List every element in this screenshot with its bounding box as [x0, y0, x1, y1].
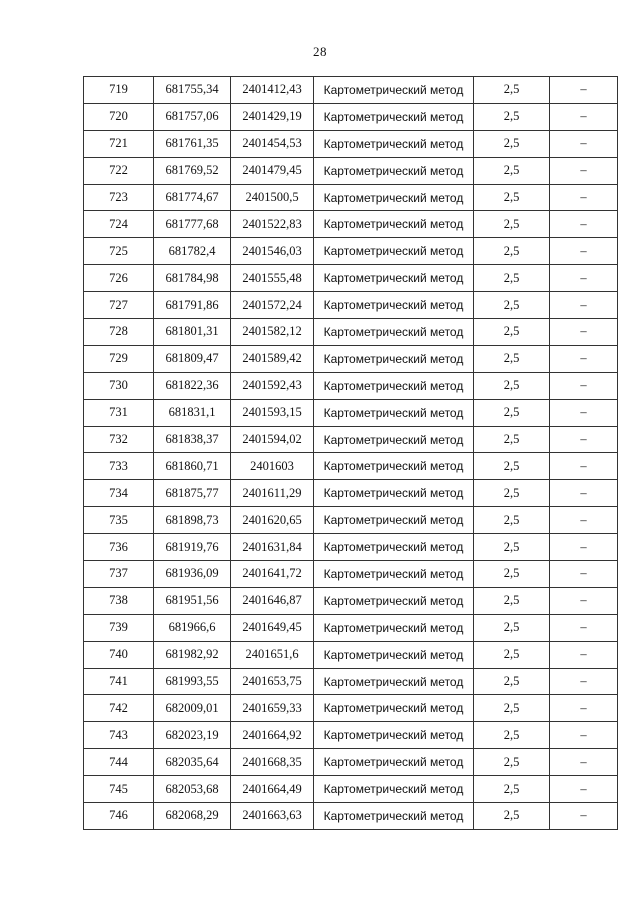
y-coordinate-cell: 2401593,15 [231, 399, 314, 426]
accuracy-cell: 2,5 [474, 399, 550, 426]
accuracy-cell: 2,5 [474, 292, 550, 319]
accuracy-cell: 2,5 [474, 614, 550, 641]
table-row [84, 453, 618, 480]
x-coordinate-cell: 681982,92 [154, 641, 231, 668]
x-coordinate-cell: 681831,1 [154, 399, 231, 426]
table-row [84, 292, 618, 319]
x-coordinate-cell: 681755,34 [154, 77, 231, 104]
x-coordinate-cell: 681801,31 [154, 319, 231, 346]
accuracy-cell: 2,5 [474, 345, 550, 372]
method-cell: Картометрический метод [314, 480, 474, 507]
point-number-cell: 732 [84, 426, 154, 453]
x-coordinate-cell: 682009,01 [154, 695, 231, 722]
table-row [84, 803, 618, 830]
table-row [84, 749, 618, 776]
y-coordinate-cell: 2401500,5 [231, 184, 314, 211]
note-cell: – [550, 426, 618, 453]
y-coordinate-cell: 2401653,75 [231, 668, 314, 695]
table-row [84, 641, 618, 668]
accuracy-cell: 2,5 [474, 480, 550, 507]
note-cell: – [550, 130, 618, 157]
point-number-cell: 724 [84, 211, 154, 238]
point-number-cell: 744 [84, 749, 154, 776]
y-coordinate-cell: 2401668,35 [231, 749, 314, 776]
point-number-cell: 720 [84, 103, 154, 130]
point-number-cell: 725 [84, 238, 154, 265]
method-cell: Картометрический метод [314, 103, 474, 130]
y-coordinate-cell: 2401594,02 [231, 426, 314, 453]
point-number-cell: 727 [84, 292, 154, 319]
method-cell: Картометрический метод [314, 372, 474, 399]
accuracy-cell: 2,5 [474, 453, 550, 480]
accuracy-cell: 2,5 [474, 776, 550, 803]
accuracy-cell: 2,5 [474, 641, 550, 668]
y-coordinate-cell: 2401589,42 [231, 345, 314, 372]
method-cell: Картометрический метод [314, 157, 474, 184]
y-coordinate-cell: 2401659,33 [231, 695, 314, 722]
y-coordinate-cell: 2401454,53 [231, 130, 314, 157]
point-number-cell: 731 [84, 399, 154, 426]
accuracy-cell: 2,5 [474, 130, 550, 157]
point-number-cell: 745 [84, 776, 154, 803]
table-row [84, 319, 618, 346]
x-coordinate-cell: 681919,76 [154, 534, 231, 561]
method-cell: Картометрический метод [314, 238, 474, 265]
note-cell: – [550, 749, 618, 776]
table-row [84, 722, 618, 749]
y-coordinate-cell: 2401603 [231, 453, 314, 480]
accuracy-cell: 2,5 [474, 561, 550, 588]
point-number-cell: 737 [84, 561, 154, 588]
accuracy-cell: 2,5 [474, 803, 550, 830]
note-cell: – [550, 507, 618, 534]
accuracy-cell: 2,5 [474, 184, 550, 211]
x-coordinate-cell: 681757,06 [154, 103, 231, 130]
accuracy-cell: 2,5 [474, 749, 550, 776]
note-cell: – [550, 238, 618, 265]
x-coordinate-cell: 681966,6 [154, 614, 231, 641]
note-cell: – [550, 372, 618, 399]
method-cell: Картометрический метод [314, 345, 474, 372]
note-cell: – [550, 534, 618, 561]
point-number-cell: 729 [84, 345, 154, 372]
note-cell: – [550, 211, 618, 238]
point-number-cell: 736 [84, 534, 154, 561]
method-cell: Картометрический метод [314, 776, 474, 803]
method-cell: Картометрический метод [314, 211, 474, 238]
point-number-cell: 740 [84, 641, 154, 668]
x-coordinate-cell: 681784,98 [154, 265, 231, 292]
note-cell: – [550, 345, 618, 372]
table-row [84, 426, 618, 453]
method-cell: Картометрический метод [314, 561, 474, 588]
page-number: 28 [313, 44, 327, 59]
y-coordinate-cell: 2401592,43 [231, 372, 314, 399]
note-cell: – [550, 453, 618, 480]
method-cell: Картометрический метод [314, 534, 474, 561]
y-coordinate-cell: 2401582,12 [231, 319, 314, 346]
x-coordinate-cell: 681875,77 [154, 480, 231, 507]
x-coordinate-cell: 682068,29 [154, 803, 231, 830]
x-coordinate-cell: 681936,09 [154, 561, 231, 588]
point-number-cell: 728 [84, 319, 154, 346]
point-number-cell: 742 [84, 695, 154, 722]
x-coordinate-cell: 681898,73 [154, 507, 231, 534]
coordinates-table [83, 76, 618, 830]
table-row [84, 668, 618, 695]
x-coordinate-cell: 682053,68 [154, 776, 231, 803]
accuracy-cell: 2,5 [474, 211, 550, 238]
note-cell: – [550, 157, 618, 184]
table-row [84, 157, 618, 184]
note-cell: – [550, 668, 618, 695]
table-row [84, 480, 618, 507]
table-row [84, 238, 618, 265]
y-coordinate-cell: 2401479,45 [231, 157, 314, 184]
method-cell: Картометрический метод [314, 426, 474, 453]
x-coordinate-cell: 681860,71 [154, 453, 231, 480]
y-coordinate-cell: 2401664,49 [231, 776, 314, 803]
y-coordinate-cell: 2401572,24 [231, 292, 314, 319]
note-cell: – [550, 695, 618, 722]
point-number-cell: 739 [84, 614, 154, 641]
point-number-cell: 734 [84, 480, 154, 507]
accuracy-cell: 2,5 [474, 77, 550, 104]
method-cell: Картометрический метод [314, 265, 474, 292]
y-coordinate-cell: 2401646,87 [231, 587, 314, 614]
table-row [84, 130, 618, 157]
y-coordinate-cell: 2401651,6 [231, 641, 314, 668]
x-coordinate-cell: 681791,86 [154, 292, 231, 319]
table-row [84, 587, 618, 614]
note-cell: – [550, 399, 618, 426]
table-row [84, 265, 618, 292]
y-coordinate-cell: 2401429,19 [231, 103, 314, 130]
y-coordinate-cell: 2401611,29 [231, 480, 314, 507]
accuracy-cell: 2,5 [474, 587, 550, 614]
x-coordinate-cell: 681782,4 [154, 238, 231, 265]
y-coordinate-cell: 2401546,03 [231, 238, 314, 265]
x-coordinate-cell: 682035,64 [154, 749, 231, 776]
note-cell: – [550, 265, 618, 292]
point-number-cell: 738 [84, 587, 154, 614]
x-coordinate-cell: 681774,67 [154, 184, 231, 211]
y-coordinate-cell: 2401631,84 [231, 534, 314, 561]
method-cell: Картометрический метод [314, 453, 474, 480]
accuracy-cell: 2,5 [474, 507, 550, 534]
y-coordinate-cell: 2401620,65 [231, 507, 314, 534]
x-coordinate-cell: 681777,68 [154, 211, 231, 238]
note-cell: – [550, 480, 618, 507]
note-cell: – [550, 77, 618, 104]
x-coordinate-cell: 681822,36 [154, 372, 231, 399]
accuracy-cell: 2,5 [474, 103, 550, 130]
table-row [84, 345, 618, 372]
method-cell: Картометрический метод [314, 803, 474, 830]
accuracy-cell: 2,5 [474, 722, 550, 749]
method-cell: Картометрический метод [314, 77, 474, 104]
x-coordinate-cell: 681761,35 [154, 130, 231, 157]
point-number-cell: 723 [84, 184, 154, 211]
y-coordinate-cell: 2401522,83 [231, 211, 314, 238]
method-cell: Картометрический метод [314, 587, 474, 614]
accuracy-cell: 2,5 [474, 695, 550, 722]
table-row [84, 372, 618, 399]
x-coordinate-cell: 681769,52 [154, 157, 231, 184]
note-cell: – [550, 776, 618, 803]
x-coordinate-cell: 682023,19 [154, 722, 231, 749]
table-row [84, 695, 618, 722]
x-coordinate-cell: 681951,56 [154, 587, 231, 614]
method-cell: Картометрический метод [314, 507, 474, 534]
x-coordinate-cell: 681993,55 [154, 668, 231, 695]
table-row [84, 77, 618, 104]
accuracy-cell: 2,5 [474, 426, 550, 453]
table-row [84, 103, 618, 130]
y-coordinate-cell: 2401412,43 [231, 77, 314, 104]
point-number-cell: 741 [84, 668, 154, 695]
point-number-cell: 722 [84, 157, 154, 184]
accuracy-cell: 2,5 [474, 668, 550, 695]
point-number-cell: 743 [84, 722, 154, 749]
method-cell: Картометрический метод [314, 130, 474, 157]
method-cell: Картометрический метод [314, 722, 474, 749]
x-coordinate-cell: 681809,47 [154, 345, 231, 372]
method-cell: Картометрический метод [314, 399, 474, 426]
note-cell: – [550, 587, 618, 614]
note-cell: – [550, 803, 618, 830]
accuracy-cell: 2,5 [474, 319, 550, 346]
method-cell: Картометрический метод [314, 641, 474, 668]
method-cell: Картометрический метод [314, 749, 474, 776]
point-number-cell: 726 [84, 265, 154, 292]
method-cell: Картометрический метод [314, 695, 474, 722]
accuracy-cell: 2,5 [474, 372, 550, 399]
y-coordinate-cell: 2401641,72 [231, 561, 314, 588]
y-coordinate-cell: 2401664,92 [231, 722, 314, 749]
accuracy-cell: 2,5 [474, 534, 550, 561]
x-coordinate-cell: 681838,37 [154, 426, 231, 453]
method-cell: Картометрический метод [314, 184, 474, 211]
note-cell: – [550, 641, 618, 668]
table-row [84, 184, 618, 211]
method-cell: Картометрический метод [314, 668, 474, 695]
note-cell: – [550, 614, 618, 641]
table-row [84, 561, 618, 588]
table-row [84, 534, 618, 561]
table-row [84, 507, 618, 534]
point-number-cell: 719 [84, 77, 154, 104]
note-cell: – [550, 561, 618, 588]
point-number-cell: 733 [84, 453, 154, 480]
accuracy-cell: 2,5 [474, 157, 550, 184]
table-row [84, 614, 618, 641]
method-cell: Картометрический метод [314, 292, 474, 319]
y-coordinate-cell: 2401663,63 [231, 803, 314, 830]
point-number-cell: 735 [84, 507, 154, 534]
point-number-cell: 730 [84, 372, 154, 399]
table-row [84, 776, 618, 803]
table-row [84, 399, 618, 426]
note-cell: – [550, 103, 618, 130]
point-number-cell: 721 [84, 130, 154, 157]
accuracy-cell: 2,5 [474, 265, 550, 292]
point-number-cell: 746 [84, 803, 154, 830]
note-cell: – [550, 292, 618, 319]
note-cell: – [550, 184, 618, 211]
accuracy-cell: 2,5 [474, 238, 550, 265]
method-cell: Картометрический метод [314, 319, 474, 346]
y-coordinate-cell: 2401555,48 [231, 265, 314, 292]
y-coordinate-cell: 2401649,45 [231, 614, 314, 641]
note-cell: – [550, 319, 618, 346]
coordinates-table-body [84, 77, 618, 830]
note-cell: – [550, 722, 618, 749]
method-cell: Картометрический метод [314, 614, 474, 641]
table-row [84, 211, 618, 238]
